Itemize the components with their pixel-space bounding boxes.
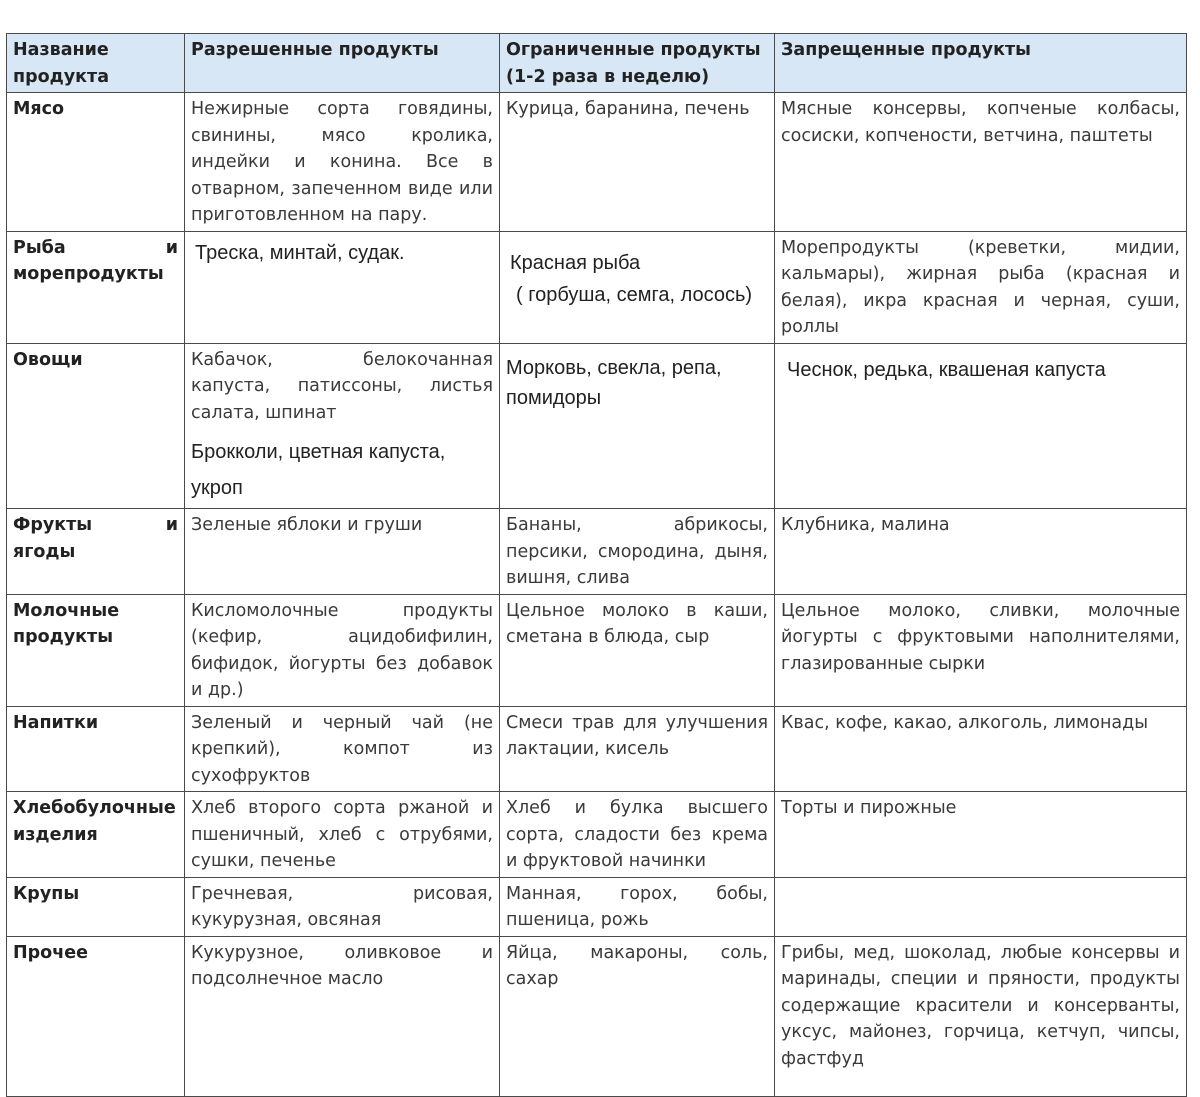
cell-limited: Цельное молоко в каши, сметана в блюда, сыр: [500, 594, 775, 706]
cell-allowed-text: Кабачок, белокочанная капуста, патиссоны, листья салата, шпинат: [191, 349, 493, 423]
table-row: [7, 509, 1187, 595]
table-row: [7, 792, 1187, 878]
cell-allowed: Кисломолочные продукты (кефир, ацидобифилин, бифидок, йогурты без добавок и др.): [185, 594, 500, 706]
cell-allowed: Хлеб второго сорта ржаной и пшеничный, хлеб с отрубями, сушки, печенье: [185, 792, 500, 878]
table-row: [7, 877, 1187, 936]
cell-allowed: Гречневая, рисовая, кукурузная, овсяная: [185, 877, 500, 936]
header-limited: Ограниченные продукты (1-2 раза в неделю): [500, 34, 775, 93]
cell-limited-line1: Красная рыба: [510, 251, 641, 274]
table-row: [7, 706, 1187, 792]
row-name-bakery: Хлебобулочные изделия: [7, 792, 185, 878]
cell-forbidden: Грибы, мед, шоколад, любые консервы и маринады, специи и пряности, продукты содержащие красители и консерванты, уксус, майонез, горчица, кетчуп, чипсы, фастфуд: [775, 936, 1187, 1096]
table-row: [7, 594, 1187, 706]
table-row: [7, 93, 1187, 232]
table-row: [7, 343, 1187, 509]
row-name-fruits: Фрукты и ягоды: [7, 509, 185, 595]
cell-limited: Яйца, макароны, соль, сахар: [500, 936, 775, 1096]
cell-limited: Бананы, абрикосы, персики, смородина, дыня, вишня, слива: [500, 509, 775, 595]
row-name-cereals: Крупы: [7, 877, 185, 936]
table-row: [7, 231, 1187, 343]
cell-allowed-text: Треска, минтай, судак.: [195, 241, 405, 264]
cell-limited: Хлеб и булка высшего сорта, сладости без крема и фруктовой начинки: [500, 792, 775, 878]
cell-limited: Манная, горох, бобы, пшеница, рожь: [500, 877, 775, 936]
cell-allowed-extra: Брокколи, цветная капуста, укроп: [191, 441, 446, 499]
cell-limited: Курица, баранина, печень: [500, 93, 775, 232]
cell-limited: [500, 231, 775, 343]
cell-allowed: [185, 343, 500, 509]
row-name-dairy: Молочные продукты: [7, 594, 185, 706]
table-header-row: [7, 34, 1187, 93]
cell-forbidden: [775, 877, 1187, 936]
cell-limited-line2: ( горбуша, семга, лосось): [516, 283, 753, 306]
diet-table-container: [6, 33, 1186, 1097]
cell-allowed: Нежирные сорта говядины, свинины, мясо кролика, индейки и конина. Все в отварном, запеченном виде или приготовленном на пару.: [185, 93, 500, 232]
spacer: [191, 426, 493, 434]
cell-allowed: Зеленые яблоки и груши: [185, 509, 500, 595]
row-name-meat: Мясо: [7, 93, 185, 232]
diet-table: [6, 33, 1187, 1097]
cell-allowed: [185, 231, 500, 343]
cell-limited: Смеси трав для улучшения лактации, кисель: [500, 706, 775, 792]
row-name-drinks: Напитки: [7, 706, 185, 792]
cell-forbidden: Цельное молоко, сливки, молочные йогурты с фруктовыми наполнителями, глазированные сырки: [775, 594, 1187, 706]
table-row: [7, 936, 1187, 1096]
cell-forbidden: Морепродукты (креветки, мидии, кальмары), жирная рыба (красная и белая), икра красная и черная, суши, роллы: [775, 231, 1187, 343]
cell-forbidden-text: Чеснок, редька, квашеная капуста: [787, 358, 1106, 381]
cell-allowed: Зеленый и черный чай (не крепкий), компот из сухофруктов: [185, 706, 500, 792]
cell-forbidden: Квас, кофе, какао, алкоголь, лимонады: [775, 706, 1187, 792]
row-name-other: Прочее: [7, 936, 185, 1096]
cell-forbidden: Клубника, малина: [775, 509, 1187, 595]
cell-forbidden: Торты и пирожные: [775, 792, 1187, 878]
cell-forbidden: Мясные консервы, копченые колбасы, сосиски, копчености, ветчина, паштеты: [775, 93, 1187, 232]
cell-limited: [500, 343, 775, 509]
header-forbidden: Запрещенные продукты: [775, 34, 1187, 93]
row-name-vegetables: Овощи: [7, 343, 185, 509]
cell-allowed: Кукурузное, оливковое и подсолнечное масло: [185, 936, 500, 1096]
header-product-name: Название продукта: [7, 34, 185, 93]
cell-limited-text: Морковь, свекла, репа, помидоры: [506, 356, 722, 409]
row-name-fish: Рыба и морепродукты: [7, 231, 185, 343]
header-allowed: Разрешенные продукты: [185, 34, 500, 93]
cell-forbidden: [775, 343, 1187, 509]
